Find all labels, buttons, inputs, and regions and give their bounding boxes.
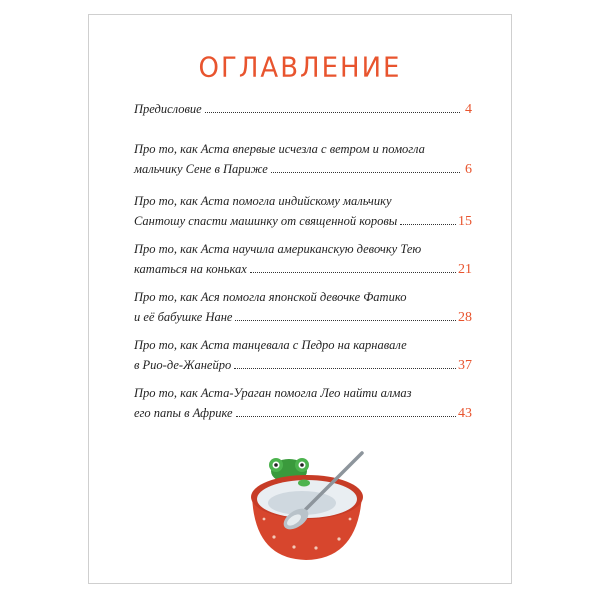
dot-leader: [400, 223, 456, 225]
toc-entry-title: Предисловие: [134, 102, 202, 116]
toc-entry-title-cont: его папы в Африке: [134, 406, 233, 420]
toc-entry[interactable]: [134, 191, 472, 231]
toc-entry-title-cont: Сантошу спасти машинку от священной коровы: [134, 214, 398, 228]
toc-entry-title: Про то, как Аста научила американскую девочку Тею: [134, 242, 422, 256]
toc-entry[interactable]: [134, 287, 472, 327]
bowl-with-spoon-and-frog-icon: [244, 447, 374, 565]
toc-entry[interactable]: [134, 383, 472, 423]
toc-page-number: 6: [465, 162, 472, 177]
dot-leader: [234, 367, 456, 369]
toc-page-number: 4: [465, 102, 472, 117]
dot-leader: [205, 111, 460, 113]
toc-page-number: 43: [458, 406, 472, 421]
toc-entry-title-cont: и её бабушке Нане: [134, 310, 233, 324]
toc-page-number: 28: [458, 310, 472, 325]
toc-entry[interactable]: [134, 335, 472, 375]
toc-entry-title: Про то, как Аста-Ураган помогла Лео найти алмаз: [134, 386, 412, 400]
toc-page-number: 37: [458, 358, 472, 373]
toc-entry-title-cont: кататься на коньках: [134, 262, 247, 276]
toc-page-number: 21: [458, 262, 472, 277]
toc-entry[interactable]: [134, 99, 472, 119]
dot-leader: [250, 271, 456, 273]
toc-entry-title: Про то, как Ася помогла японской девочке Фатико: [134, 290, 407, 304]
toc-entry[interactable]: [134, 139, 472, 179]
page-title: ОГЛАВЛЕНИЕ: [198, 52, 402, 84]
toc-entry-title: Про то, как Аста танцевала с Педро на карнавале: [134, 338, 407, 352]
toc-entry-title-cont: в Рио-де-Жанейро: [134, 358, 232, 372]
toc-entry-title: Про то, как Аста помогла индийскому мальчику: [134, 194, 392, 208]
dot-leader: [235, 319, 456, 321]
toc-entry[interactable]: [134, 239, 472, 279]
dot-leader: [236, 415, 456, 417]
toc-entry-title-cont: мальчику Сене в Париже: [134, 162, 268, 176]
toc-page-number: 15: [458, 214, 472, 229]
toc-entry-title: Про то, как Аста впервые исчезла с ветром и помогла: [134, 142, 425, 156]
book-page: [88, 14, 512, 584]
dot-leader: [271, 171, 460, 173]
